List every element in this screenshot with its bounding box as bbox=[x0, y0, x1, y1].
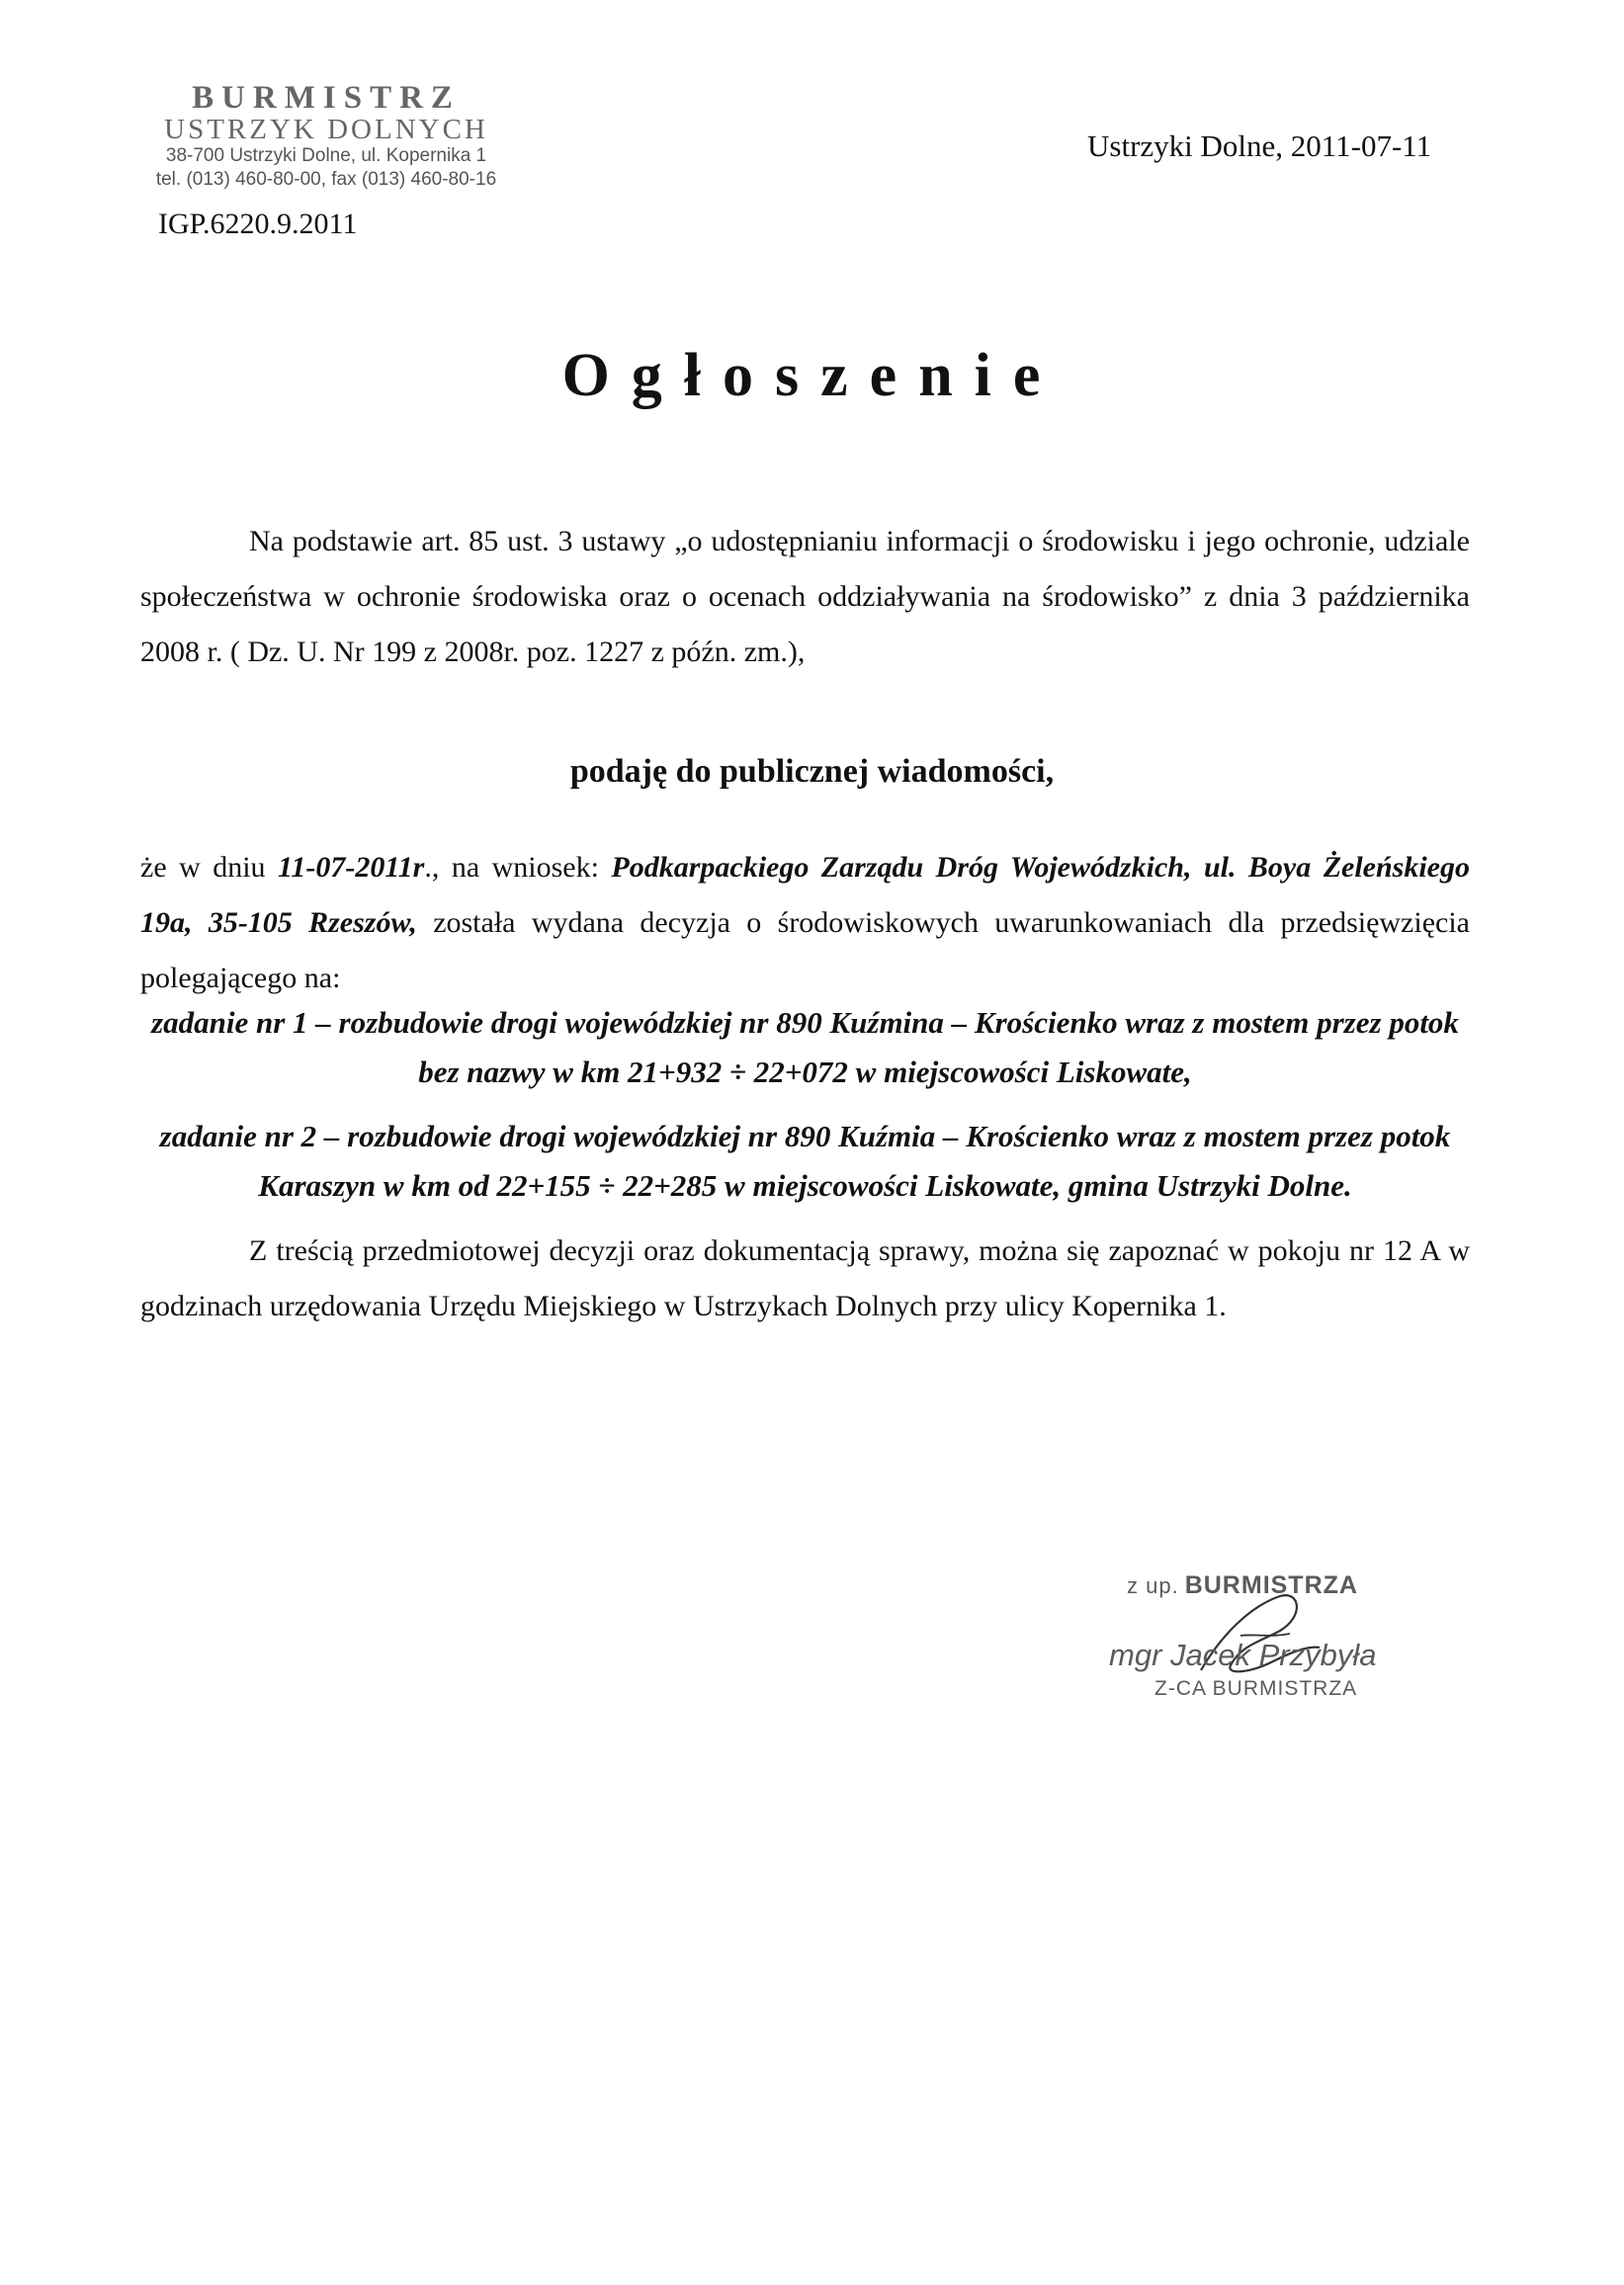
office-stamp bbox=[148, 81, 504, 192]
place-and-date: Ustrzyki Dolne, 2011-07-11 bbox=[1087, 128, 1432, 163]
stamp-town: USTRZYK DOLNYCH bbox=[164, 114, 488, 145]
decision-suffix: została wydana decyzja o środowiskowych uwarunkowaniach dla przedsięwzięcia polegającego na: bbox=[140, 906, 1470, 994]
signatory-role: Z-CA BURMISTRZA bbox=[1154, 1677, 1358, 1700]
task-1: zadanie nr 1 – rozbudowie drogi wojewódzkiej nr 890 Kuźmina – Krościenko wraz z mostem przez potok bez nazwy w km 21+932 ÷ 22+072 w miejscowości Liskowate, bbox=[151, 1005, 1459, 1089]
reference-number: IGP.6220.9.2011 bbox=[158, 208, 358, 240]
decision-prefix: że w dniu bbox=[140, 851, 278, 884]
stamp-contact: tel. (013) 460-80-00, fax (013) 460-80-16 bbox=[155, 169, 497, 190]
stamp-office: BURMISTRZ bbox=[192, 80, 461, 116]
task-2: zadanie nr 2 – rozbudowie drogi wojewódzkiej nr 890 Kuźmia – Krościenko wraz z mostem przez potok Karaszyn w km od 22+155 ÷ 22+285 w miejscowości Liskowate, gmina Ustrzyki Dolne. bbox=[159, 1119, 1451, 1203]
intro-paragraph: Na podstawie art. 85 ust. 3 ustawy „o udostępnianiu informacji o środowisku i jego ochronie, udziale społeczeństwa w ochronie środowiska oraz o ocenach oddziaływania na środowisko” z dnia 3 października 2008 r. ( Dz. U. Nr 199 z 2008r. poz. 1227 z późn. zm.), bbox=[140, 525, 1470, 668]
document-title: Ogłoszenie bbox=[561, 342, 1063, 409]
signatory-name: mgr Jacek Przybyła bbox=[1109, 1638, 1377, 1672]
decision-date: 11-07-2011r bbox=[278, 851, 425, 884]
signature-block bbox=[1109, 1571, 1453, 1701]
applicant: Podkarpackiego Zarządu Dróg Wojewódzkich, ul. Boya Żeleńskiego 19a, 35-105 Rzeszów, bbox=[140, 851, 1470, 939]
closing-paragraph: Z treścią przedmiotowej decyzji oraz dokumentacją sprawy, można się zapoznać w pokoju nr 12 A w godzinach urzędowania Urzędu Miejskiego w Ustrzykach Dolnych przy ulicy Kopernika 1. bbox=[140, 1234, 1470, 1322]
decision-paragraph bbox=[140, 840, 1470, 1006]
signature-authority: BURMISTRZA bbox=[1184, 1571, 1358, 1599]
on-behalf-label: z up. bbox=[1127, 1573, 1179, 1598]
decision-middle: ., na wniosek: bbox=[424, 851, 612, 884]
subheading: podaję do publicznej wiadomości, bbox=[569, 753, 1055, 790]
signature-authority-line bbox=[1127, 1571, 1453, 1600]
stamp-address: 38-700 Ustrzyki Dolne, ul. Kopernika 1 bbox=[165, 145, 487, 166]
